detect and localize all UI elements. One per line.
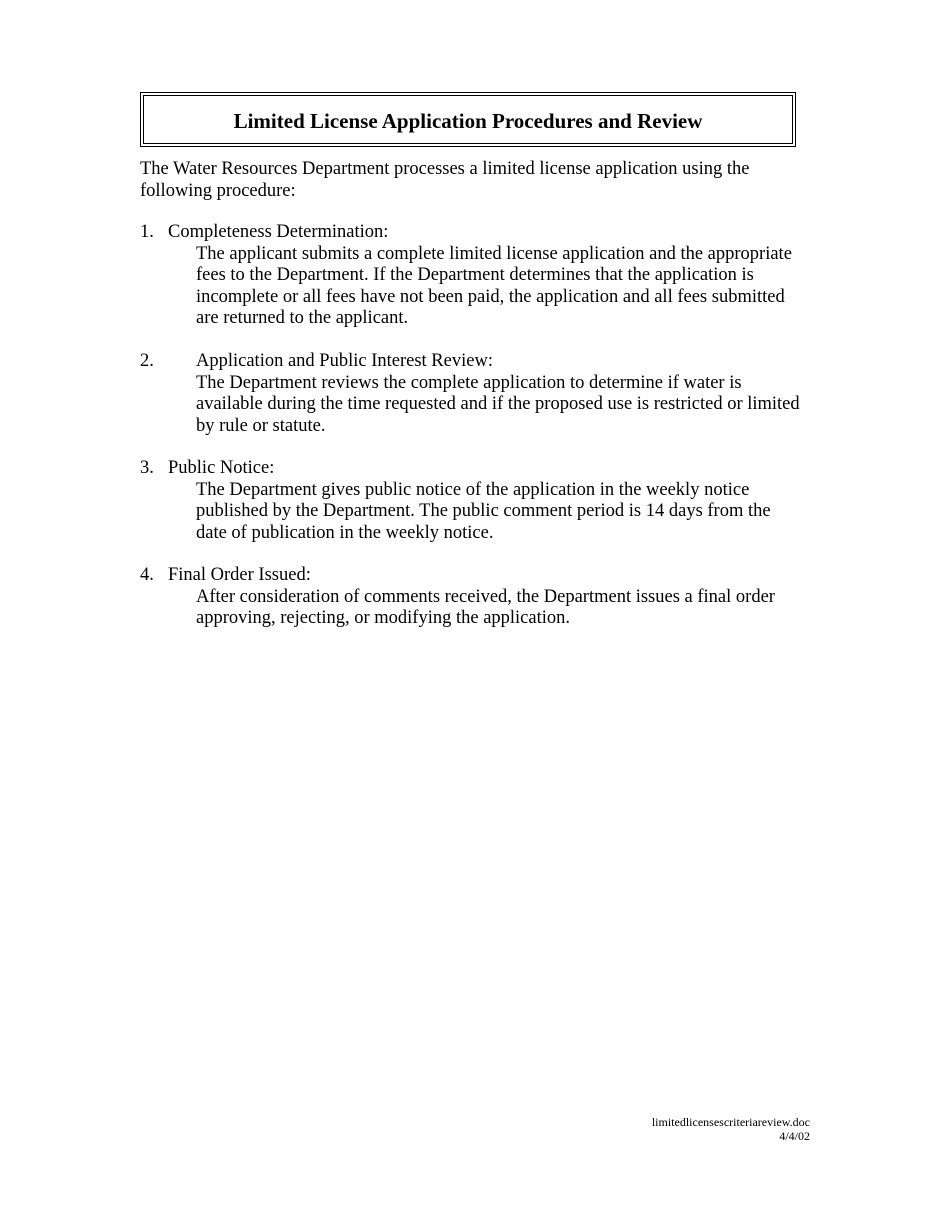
step-line: approving, rejecting, or modifying the application. bbox=[196, 608, 571, 628]
intro-line: The Water Resources Department processes a limited license application using the bbox=[140, 159, 750, 179]
step-body bbox=[196, 587, 808, 630]
step-body bbox=[196, 480, 808, 545]
title-box bbox=[140, 92, 796, 147]
step-line: incomplete or all fees have not been paid, the application and all fees submitted bbox=[196, 286, 785, 307]
step-heading: Public Notice: bbox=[168, 458, 275, 478]
step-line: published by the Department. The public comment period is 14 days from the bbox=[196, 501, 771, 521]
step-line: The applicant submits a complete limited license application and the appropriate bbox=[196, 243, 792, 264]
step-line: are returned to the applicant. bbox=[196, 308, 409, 328]
footer-filename: limitedlicensescriteriareview.doc bbox=[651, 1115, 810, 1129]
step-line: The Department gives public notice of the application in the weekly notice bbox=[196, 479, 750, 500]
step-header bbox=[140, 222, 810, 244]
procedure-step-3 bbox=[140, 458, 810, 544]
procedure-step-2 bbox=[140, 351, 810, 437]
step-body bbox=[196, 373, 808, 438]
step-body bbox=[196, 244, 808, 330]
procedure-step-4 bbox=[140, 565, 810, 630]
intro-paragraph bbox=[140, 159, 800, 202]
step-heading: Completeness Determination: bbox=[168, 222, 389, 242]
page-footer bbox=[652, 1115, 810, 1143]
step-line: After consideration of comments received, the Department issues a final order bbox=[196, 586, 775, 607]
step-header bbox=[140, 458, 810, 480]
document-title: Limited License Application Procedures and Review bbox=[233, 108, 703, 133]
step-line: available during the time requested and if the proposed use is restricted or limited bbox=[196, 394, 800, 414]
step-number: 4. bbox=[140, 565, 154, 585]
procedure-step-1 bbox=[140, 222, 810, 330]
intro-line: following procedure: bbox=[140, 180, 296, 201]
step-heading: Final Order Issued: bbox=[168, 565, 311, 585]
step-number: 3. bbox=[140, 458, 154, 478]
step-header bbox=[140, 351, 810, 373]
step-number: 1. bbox=[140, 222, 154, 242]
footer-date: 4/4/02 bbox=[779, 1129, 810, 1143]
step-header bbox=[140, 565, 810, 587]
step-line: The Department reviews the complete application to determine if water is bbox=[196, 372, 742, 393]
step-line: by rule or statute. bbox=[196, 415, 326, 436]
step-number: 2. bbox=[140, 351, 154, 371]
step-heading: Application and Public Interest Review: bbox=[196, 351, 493, 371]
step-line: date of publication in the weekly notice. bbox=[196, 522, 494, 543]
step-line: fees to the Department. If the Department determines that the application is bbox=[196, 265, 754, 285]
